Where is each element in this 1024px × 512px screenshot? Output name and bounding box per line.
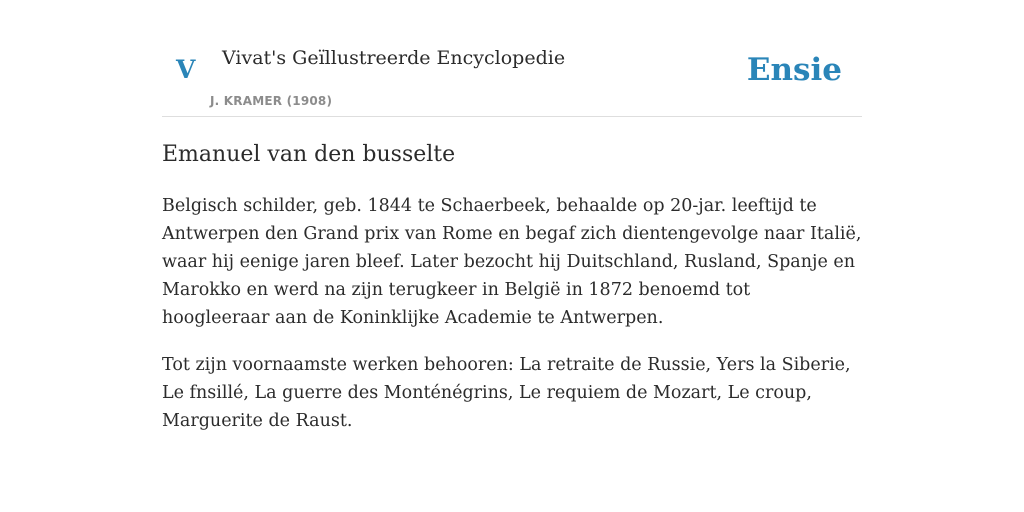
source-header (162, 0, 862, 117)
book-author: J. KRAMER (1908) (210, 94, 333, 108)
entry-paragraph: Tot zijn voornaamste werken behooren: La retraite de Russie, Yers la Siberie, Le fnsillé, La guerre des Monténégrins, Le requiem de Mozart, Le croup, Marguerite de Raust. (162, 355, 851, 431)
book-title-link[interactable]: Vivat's Geïllustreerde Encyclopedie (222, 47, 566, 69)
ensie-logo-link[interactable]: Ensie (746, 52, 842, 88)
entry-paragraph: Belgisch schilder, geb. 1844 te Schaerbeek, behaalde op 20-jar. leeftijd te Antwerpen den Grand prix van Rome en begaf zich dientengevolge naar Italië, waar hij eenige jaren bleef. Later bezocht hij Duitschland, Rusland, Spanje en Marokko en werd na zijn terugkeer in België in 1872 benoemd tot hoogleeraar aan de Koninklijke Academie te Antwerpen. (162, 196, 862, 328)
book-logo[interactable]: V (176, 55, 196, 84)
entry-title: Emanuel van den busselte (162, 142, 456, 167)
entry-body (162, 192, 862, 454)
